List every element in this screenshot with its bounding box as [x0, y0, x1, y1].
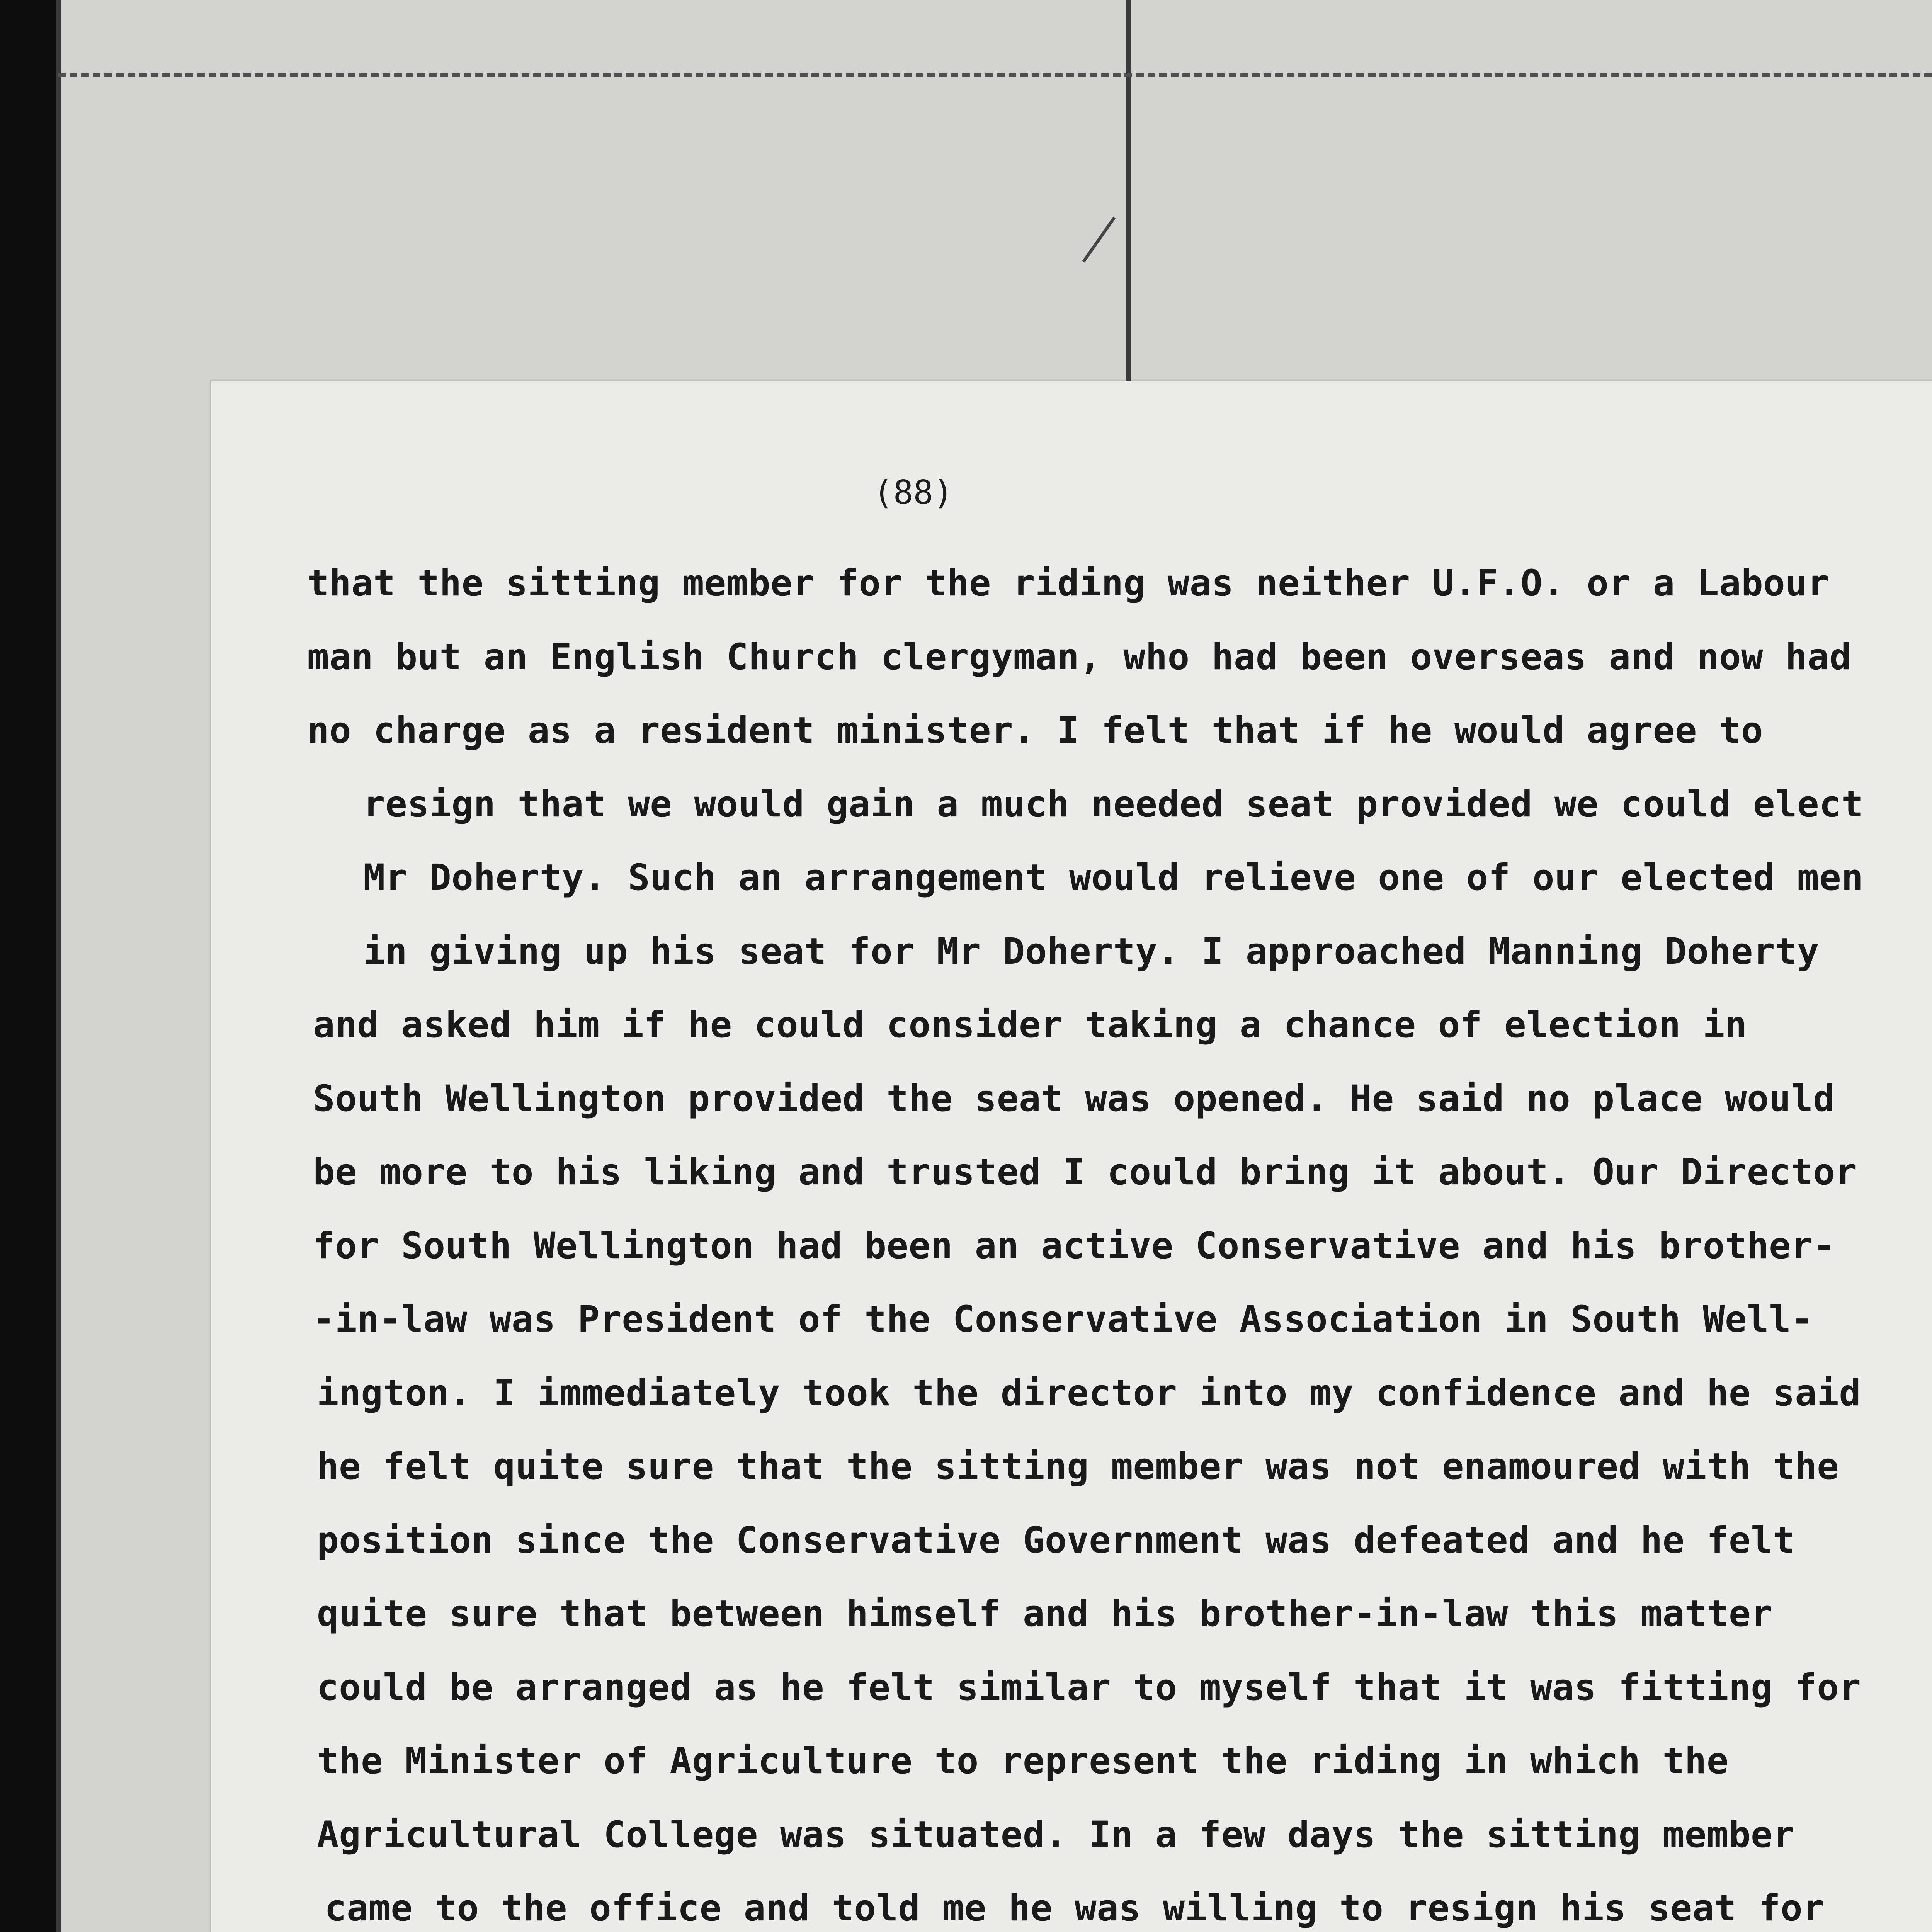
text-line: that the sitting member for the riding was neither U.F.O. or a Labour	[307, 562, 1830, 604]
upper-dashed-rule	[58, 73, 1932, 77]
typed-page	[211, 381, 1932, 1932]
text-line: and asked him if he could consider taking a chance of election in	[313, 1004, 1747, 1046]
text-line: ington. I immediately took the director into my confidence and he said	[317, 1372, 1861, 1414]
center-film-divider	[1126, 0, 1131, 381]
text-line: no charge as a resident minister. I felt that if he would agree to	[307, 709, 1764, 752]
text-line: -in-law was President of the Conservative Association in South Well-	[313, 1298, 1813, 1340]
text-line: the Minister of Agriculture to represent the riding in which the	[317, 1740, 1729, 1782]
text-line: Agricultural College was situated. In a few days the sitting member	[317, 1813, 1795, 1856]
text-line: he felt quite sure that the sitting member was not enamoured with the	[317, 1446, 1839, 1488]
text-line: Mr Doherty. Such an arrangement would relieve one of our elected men	[363, 857, 1864, 899]
text-line: position since the Conservative Government was defeated and he felt	[317, 1519, 1795, 1561]
text-line: South Wellington provided the seat was opened. He said no place would	[313, 1077, 1835, 1120]
left-film-edge	[56, 0, 61, 1932]
text-line: for South Wellington had been an active Conservative and his brother-	[313, 1225, 1835, 1267]
text-line: man but an English Church clergyman, who had been overseas and now had	[307, 636, 1852, 678]
text-line: came to the office and told me he was willing to resign his seat for	[325, 1887, 1825, 1929]
text-line: in giving up his seat for Mr Doherty. I approached Manning Doherty	[363, 930, 1820, 973]
text-line: be more to his liking and trusted I could bring it about. Our Director	[313, 1151, 1857, 1193]
text-line: quite sure that between himself and his brother-in-law this matter	[317, 1593, 1773, 1635]
text-line: resign that we would gain a much needed seat provided we could elect	[363, 783, 1864, 825]
text-line: could be arranged as he felt similar to myself that it was fitting for	[317, 1666, 1861, 1709]
page-number: (88)	[873, 473, 954, 512]
